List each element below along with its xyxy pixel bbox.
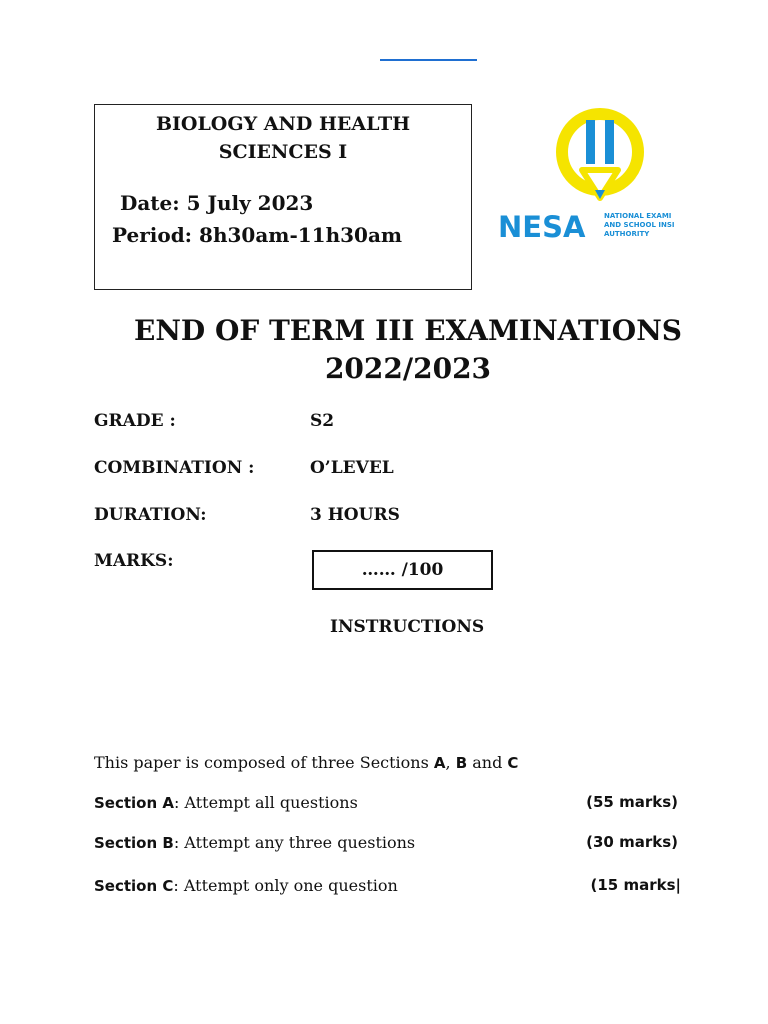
combination-value: O’LEVEL: [310, 458, 394, 478]
duration-value: 3 HOURS: [310, 505, 400, 525]
intro-section-a: A: [433, 754, 446, 772]
pencil-emblem-icon: [498, 106, 688, 210]
section-a-text: : Attempt all questions: [174, 793, 358, 812]
section-a-marks: (55 marks): [586, 793, 678, 811]
intro-section-c: C: [507, 754, 519, 772]
exam-date: Date: 5 July 2023: [120, 191, 314, 215]
nesa-logo: [498, 106, 688, 246]
subject-title-line2: SCIENCES I: [218, 141, 348, 163]
section-b-text: : Attempt any three questions: [173, 833, 416, 852]
intro-section-b: B: [455, 754, 468, 772]
top-rule: [380, 59, 477, 61]
grade-value: S2: [310, 411, 335, 431]
logo-tagline-1: NATIONAL EXAMI: [604, 212, 672, 220]
section-c-marks: (15 marks|: [590, 876, 681, 894]
duration-label: DURATION:: [94, 505, 207, 525]
logo-tagline-2: AND SCHOOL INSI: [604, 221, 675, 229]
exam-period: Period: 8h30am-11h30am: [112, 223, 403, 247]
grade-label: GRADE :: [94, 411, 176, 431]
marks-label: MARKS:: [94, 551, 174, 571]
intro-and: and: [472, 753, 503, 772]
subject-box: [94, 104, 472, 290]
section-c-text: : Attempt only one question: [173, 876, 398, 895]
exam-year: 2022/2023: [324, 352, 492, 385]
instructions-heading: INSTRUCTIONS: [330, 617, 485, 637]
subject-title-line1: BIOLOGY AND HEALTH: [155, 113, 411, 135]
combination-label: COMBINATION :: [94, 458, 255, 478]
section-a-name: Section A: [94, 794, 174, 812]
intro-text: This paper is composed of three Sections: [94, 753, 429, 772]
section-b-name: Section B: [94, 834, 174, 852]
section-c-line: [94, 876, 398, 895]
instructions-intro: This paper is composed of three Sections A, B and C: [94, 753, 519, 772]
section-b-line: [94, 833, 415, 852]
logo-tagline-3: AUTHORITY: [604, 230, 650, 238]
section-a-line: [94, 793, 358, 812]
exam-title: END OF TERM III EXAMINATIONS: [133, 314, 683, 347]
logo-wordmark: NESA: [498, 210, 586, 244]
section-b-marks: (30 marks): [586, 833, 678, 851]
section-c-name: Section C: [94, 877, 174, 895]
marks-box: …… /100: [312, 550, 493, 590]
